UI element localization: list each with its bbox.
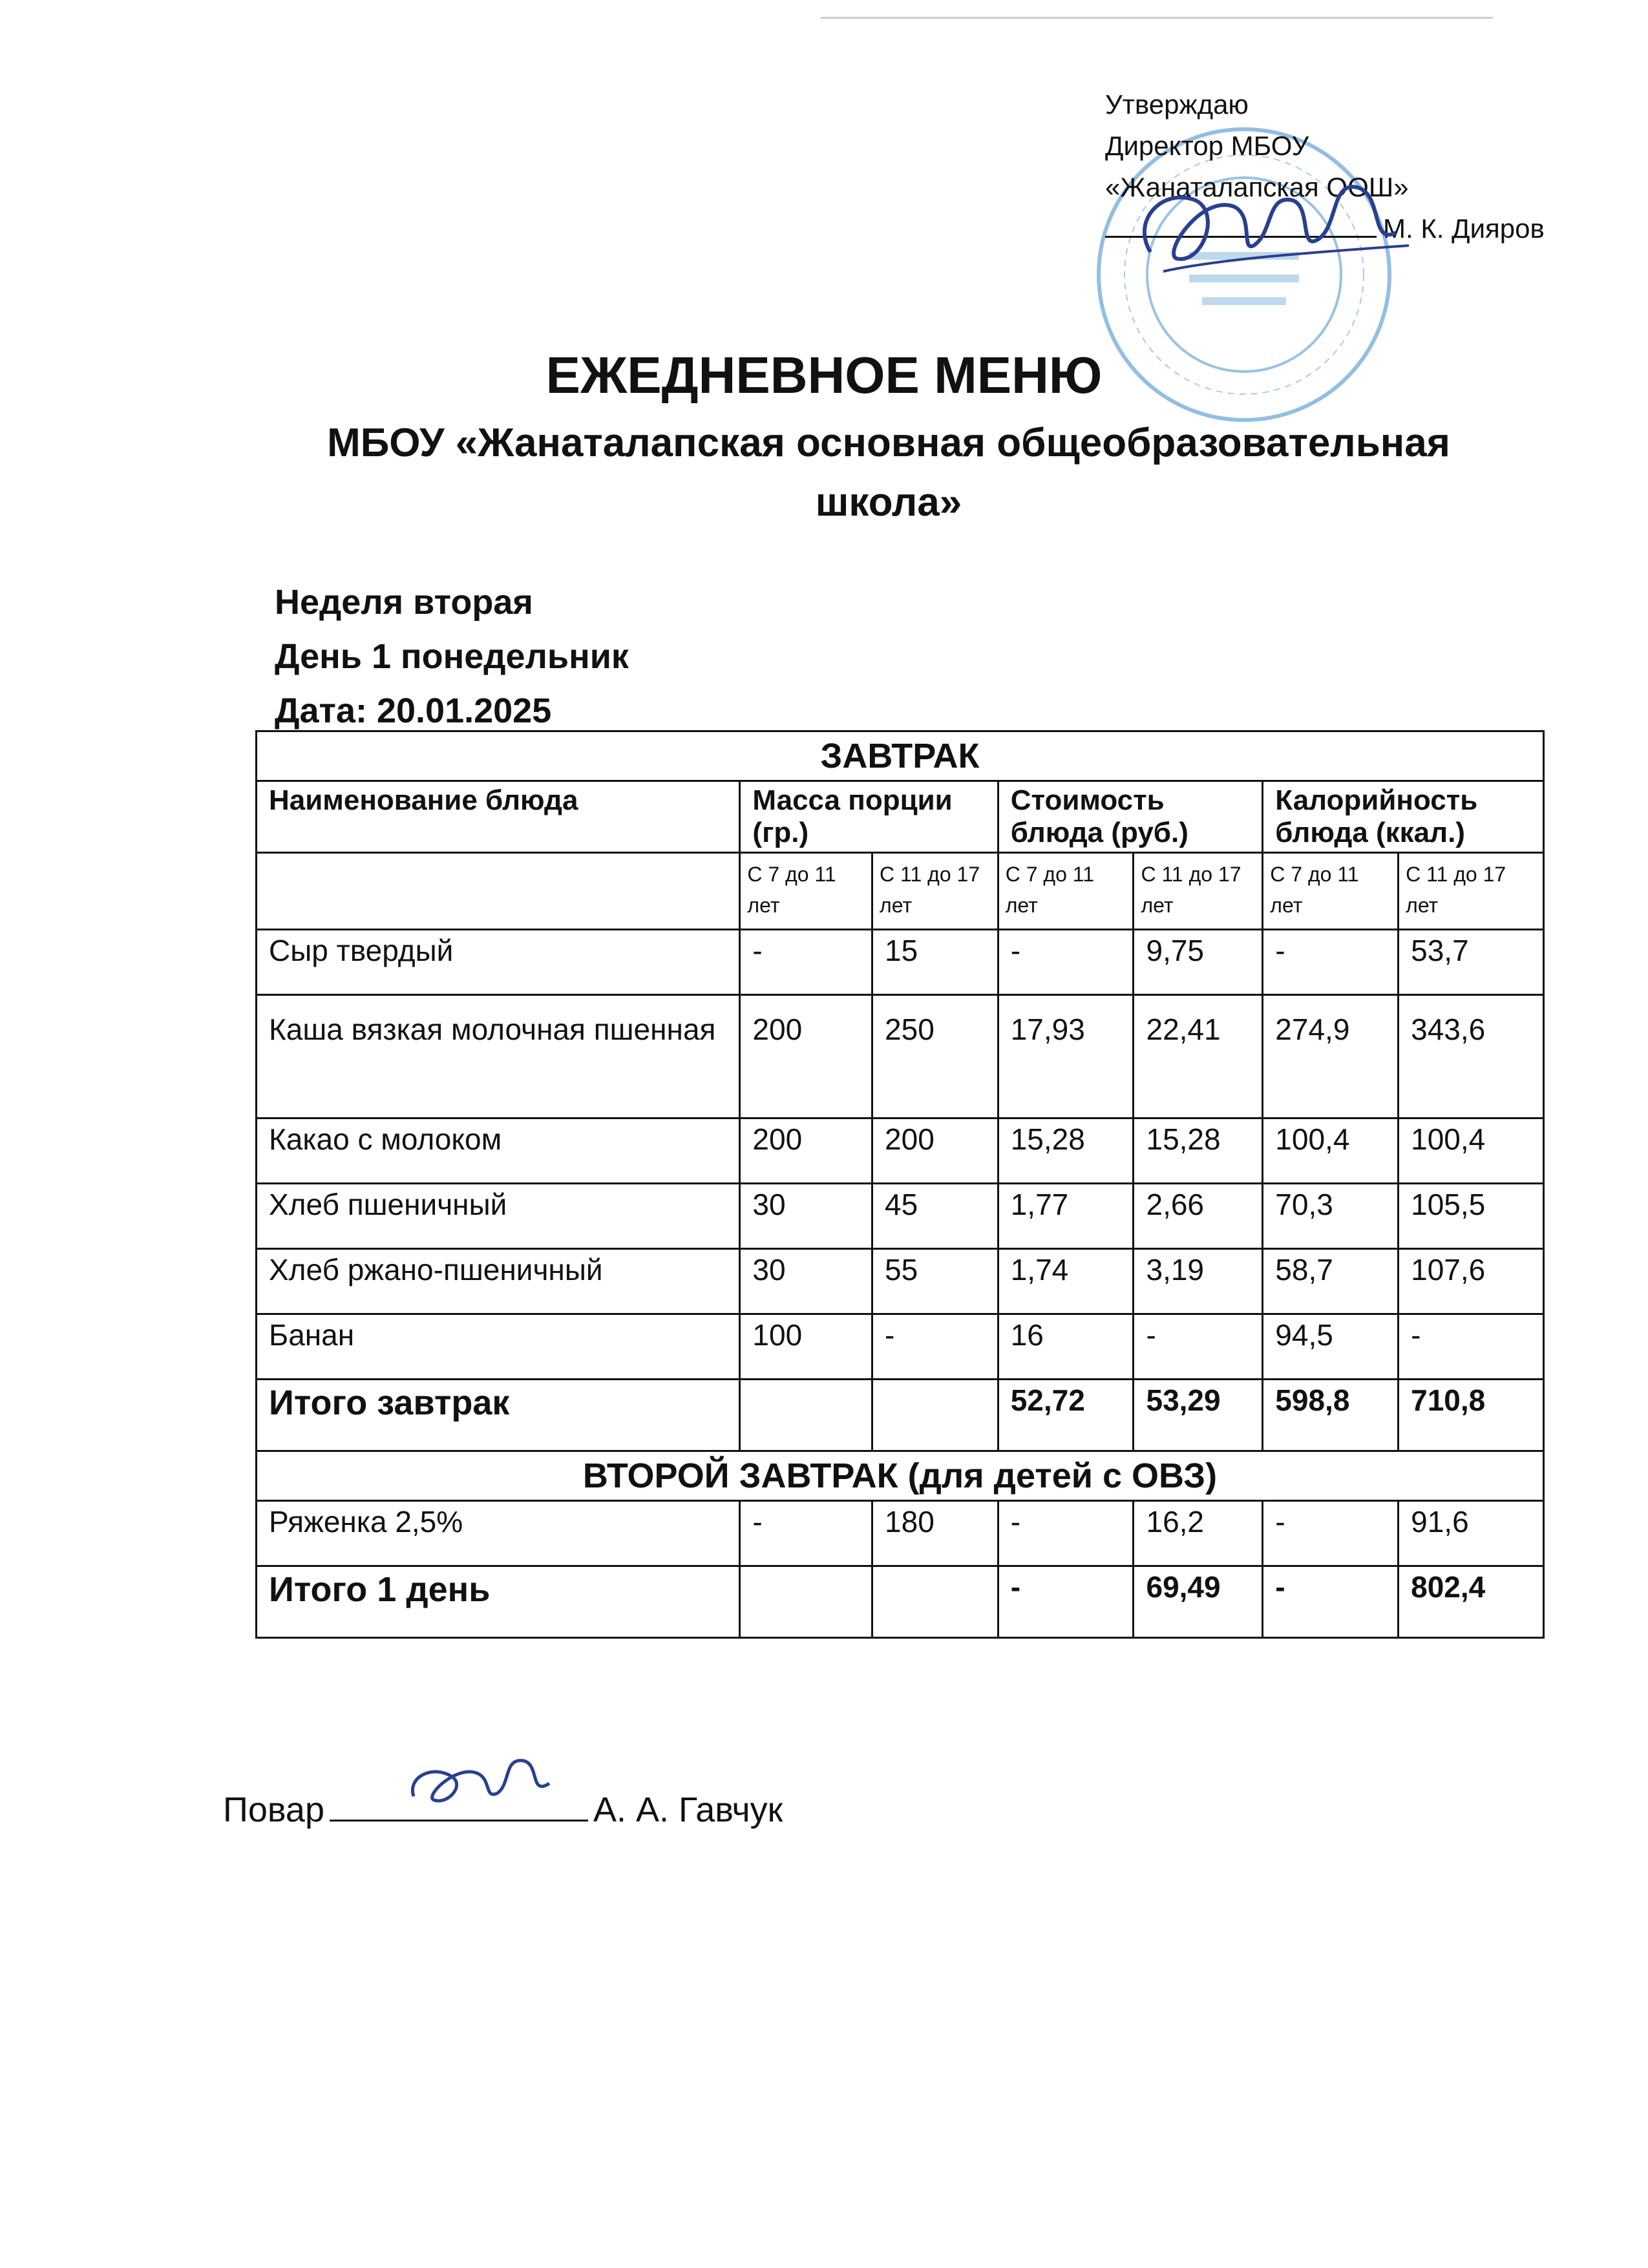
- week-label: Неделя вторая: [275, 583, 533, 622]
- table-cell: 710,8: [1399, 1380, 1544, 1451]
- table-cell: 16: [998, 1314, 1134, 1380]
- section-second-breakfast: ВТОРОЙ ЗАВТРАК (для детей с ОВЗ): [257, 1451, 1544, 1501]
- table-cell: 45: [872, 1184, 998, 1249]
- total-label: Итого завтрак: [257, 1380, 740, 1451]
- approval-line-1: Утверждаю: [1105, 89, 1249, 120]
- table-cell: 22,41: [1134, 995, 1263, 1118]
- table-cell: 274,9: [1263, 995, 1399, 1118]
- table-cell: 15,28: [1134, 1118, 1263, 1184]
- table-row: [257, 995, 1544, 1118]
- table-cell: 802,4: [1399, 1566, 1544, 1638]
- table-cell: -: [740, 930, 872, 995]
- table-cell: 17,93: [998, 995, 1134, 1118]
- table-cell: -: [998, 1566, 1134, 1638]
- table-cell: 69,49: [1134, 1566, 1263, 1638]
- signature-underline: [330, 1820, 588, 1822]
- dish-name: Банан: [257, 1314, 740, 1380]
- table-cell: 15,28: [998, 1118, 1134, 1184]
- table-cell: [740, 1380, 872, 1451]
- table-cell: 15: [872, 930, 998, 995]
- table-cell: -: [1263, 930, 1399, 995]
- dish-name: Сыр твердый: [257, 930, 740, 995]
- table-row: [257, 1118, 1544, 1184]
- age-group-header: С 11 до 17 лет: [872, 853, 998, 930]
- table-row: [257, 1501, 1544, 1566]
- table-cell: [872, 1380, 998, 1451]
- table-cell: [872, 1566, 998, 1638]
- table-cell: -: [872, 1314, 998, 1380]
- header-dish-name: Наименование блюда: [257, 781, 740, 853]
- age-group-header: С 7 до 11 лет: [1263, 853, 1399, 930]
- table-cell: 53,7: [1399, 930, 1544, 995]
- table-cell: 200: [740, 995, 872, 1118]
- cook-label: Повар: [223, 1790, 324, 1829]
- table-cell: 58,7: [1263, 1249, 1399, 1314]
- director-name: М. К. Дияров: [1383, 213, 1545, 244]
- section-breakfast: ЗАВТРАК: [257, 731, 1544, 781]
- table-cell: 250: [872, 995, 998, 1118]
- table-cell: 180: [872, 1501, 998, 1566]
- age-group-header: С 7 до 11 лет: [740, 853, 872, 930]
- age-group-header: С 11 до 17 лет: [1399, 853, 1544, 930]
- table-cell: 598,8: [1263, 1380, 1399, 1451]
- top-edge-line: [821, 17, 1493, 19]
- table-cell: 53,29: [1134, 1380, 1263, 1451]
- date-label: Дата: 20.01.2025: [275, 691, 552, 730]
- table-cell: 30: [740, 1249, 872, 1314]
- total-day-row: [257, 1566, 1544, 1638]
- table-row: [257, 1314, 1544, 1380]
- table-row: [257, 930, 1544, 995]
- table-cell: 30: [740, 1184, 872, 1249]
- dish-name: Хлеб пшеничный: [257, 1184, 740, 1249]
- table-cell: 200: [872, 1118, 998, 1184]
- day-label: День 1 понедельник: [275, 637, 629, 676]
- table-cell: 16,2: [1134, 1501, 1263, 1566]
- table-cell: 55: [872, 1249, 998, 1314]
- age-header-blank: [257, 853, 740, 930]
- table-cell: 9,75: [1134, 930, 1263, 995]
- table-cell: 70,3: [1263, 1184, 1399, 1249]
- table-cell: 100,4: [1399, 1118, 1544, 1184]
- table-cell: 100: [740, 1314, 872, 1380]
- table-cell: -: [740, 1501, 872, 1566]
- page-title: ЕЖЕДНЕВНОЕ МЕНЮ: [545, 346, 1103, 404]
- approval-line-3: «Жанаталапская ООШ»: [1105, 172, 1409, 202]
- table-cell: 107,6: [1399, 1249, 1544, 1314]
- school-name: МБОУ «Жанаталапская основная общеобразовательная школа»: [327, 421, 1450, 525]
- table-cell: 1,74: [998, 1249, 1134, 1314]
- table-row: [257, 1249, 1544, 1314]
- table-cell: [740, 1566, 872, 1638]
- table-cell: -: [1399, 1314, 1544, 1380]
- table-row: [257, 1184, 1544, 1249]
- table-cell: 100,4: [1263, 1118, 1399, 1184]
- total-label: Итого 1 день: [257, 1566, 740, 1638]
- menu-table: [255, 730, 1545, 1639]
- table-cell: -: [1263, 1501, 1399, 1566]
- dish-name: Ряженка 2,5%: [257, 1501, 740, 1566]
- total-breakfast-row: [257, 1380, 1544, 1451]
- age-group-header: С 11 до 17 лет: [1134, 853, 1263, 930]
- dish-name: Каша вязкая молочная пшенная: [257, 995, 740, 1118]
- table-cell: -: [1134, 1314, 1263, 1380]
- approval-line-2: Директор МБОУ: [1105, 131, 1309, 161]
- table-cell: 2,66: [1134, 1184, 1263, 1249]
- age-group-header: С 7 до 11 лет: [998, 853, 1134, 930]
- table-cell: 200: [740, 1118, 872, 1184]
- director-signature: [1125, 155, 1422, 297]
- table-cell: 343,6: [1399, 995, 1544, 1118]
- menu-info: [275, 575, 629, 738]
- table-cell: -: [998, 930, 1134, 995]
- table-cell: 94,5: [1263, 1314, 1399, 1380]
- table-cell: 91,6: [1399, 1501, 1544, 1566]
- table-cell: 1,77: [998, 1184, 1134, 1249]
- table-cell: 3,19: [1134, 1249, 1263, 1314]
- header-mass: Масса порции (гр.): [740, 781, 998, 853]
- table-cell: 105,5: [1399, 1184, 1544, 1249]
- cook-name: А. А. Гавчук: [593, 1790, 783, 1829]
- cook-signature-block: [223, 1790, 783, 1830]
- table-cell: -: [998, 1501, 1134, 1566]
- table-cell: 52,72: [998, 1380, 1134, 1451]
- table-cell: -: [1263, 1566, 1399, 1638]
- dish-name: Какао с молоком: [257, 1118, 740, 1184]
- dish-name: Хлеб ржано-пшеничный: [257, 1249, 740, 1314]
- header-cost: Стоимость блюда (руб.): [998, 781, 1263, 853]
- header-calories: Калорийность блюда (ккал.): [1263, 781, 1544, 853]
